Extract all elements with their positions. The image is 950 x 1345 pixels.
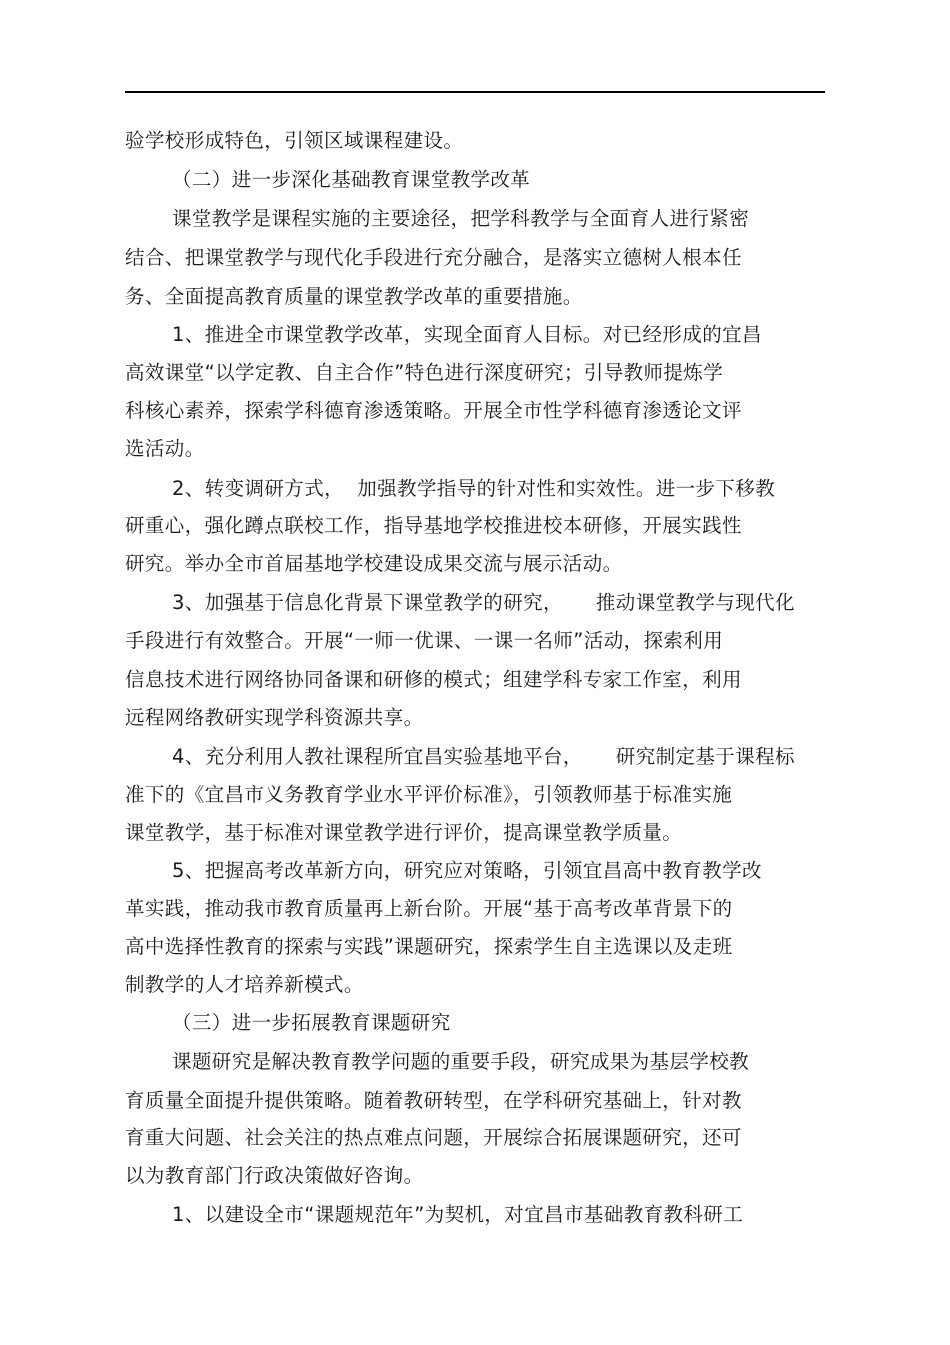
section-heading: （二）进一步深化基础教育课堂教学改革 xyxy=(172,168,531,191)
text-line: 2、转变调研方式， 加强教学指导的针对性和实效性。进一步下移教 xyxy=(172,477,776,500)
text-line: 3、加强基于信息化背景下课堂教学的研究， 推动课堂教学与现代化 xyxy=(172,591,795,614)
text-line: 课堂教学，基于标准对课堂教学进行评价，提高课堂教学质量。 xyxy=(125,821,683,844)
text-line: 验学校形成特色，引领区域课程建设。 xyxy=(125,129,464,152)
header-rule xyxy=(125,91,825,93)
text-line: 远程网络教研实现学科资源共享。 xyxy=(125,706,424,729)
text-line: 制教学的人才培养新模式。 xyxy=(125,973,364,996)
text-line: 选活动。 xyxy=(125,437,205,460)
text-line: 准下的《宜昌市义务教育学业水平评价标准》，引领教师基于标准实施 xyxy=(125,783,733,806)
text-line: 4、充分利用人教社课程所宜昌实验基地平台， 研究制定基于课程标 xyxy=(172,745,795,768)
text-line: 结合、把课堂教学与现代化手段进行充分融合，是落实立德树人根本任 xyxy=(125,246,742,269)
text-line: 手段进行有效整合。开展“一师一优课、一课一名师”活动，探索利用 xyxy=(125,629,724,652)
text-line: 务、全面提高教育质量的课堂教学改革的重要措施。 xyxy=(125,285,583,308)
text-line: 课题研究是解决教育教学问题的重要手段，研究成果为基层学校教 xyxy=(172,1050,750,1073)
text-line: 以为教育部门行政决策做好咨询。 xyxy=(125,1164,424,1187)
text-line: 研重心，强化蹲点联校工作，指导基地学校推进校本研修，开展实践性 xyxy=(125,514,742,537)
text-line: 1、推进全市课堂教学改革，实现全面育人目标。对已经形成的宜昌 xyxy=(172,323,762,346)
text-line: 革实践，推动我市教育质量再上新台阶。开展“基于高考改革背景下的 xyxy=(125,897,733,920)
text-line: 信息技术进行网络协同备课和研修的模式；组建学科专家工作室，利用 xyxy=(125,668,742,691)
text-line: 5、把握高考改革新方向，研究应对策略，引领宜昌高中教育教学改 xyxy=(172,859,762,882)
text-line: 课堂教学是课程实施的主要途径，把学科教学与全面育人进行紧密 xyxy=(172,207,750,230)
text-line: 研究。举办全市首届基地学校建设成果交流与展示活动。 xyxy=(125,552,623,575)
text-line: 高中选择性教育的探索与实践”课题研究，探索学生自主选课以及走班 xyxy=(125,935,733,958)
text-line: 育重大问题、社会关注的热点难点问题，开展综合拓展课题研究，还可 xyxy=(125,1126,742,1149)
text-line: 科核心素养，探索学科德育渗透策略。开展全市性学科德育渗透论文评 xyxy=(125,399,742,422)
text-line: 高效课堂“以学定教、自主合作”特色进行深度研究；引导教师提炼学 xyxy=(125,361,724,384)
text-line: 1、以建设全市“课题规范年”为契机，对宜昌市基础教育教科研工 xyxy=(172,1203,744,1226)
text-line: 育质量全面提升提供策略。随着教研转型，在学科研究基础上，针对教 xyxy=(125,1089,742,1112)
section-heading: （三）进一步拓展教育课题研究 xyxy=(172,1011,451,1034)
